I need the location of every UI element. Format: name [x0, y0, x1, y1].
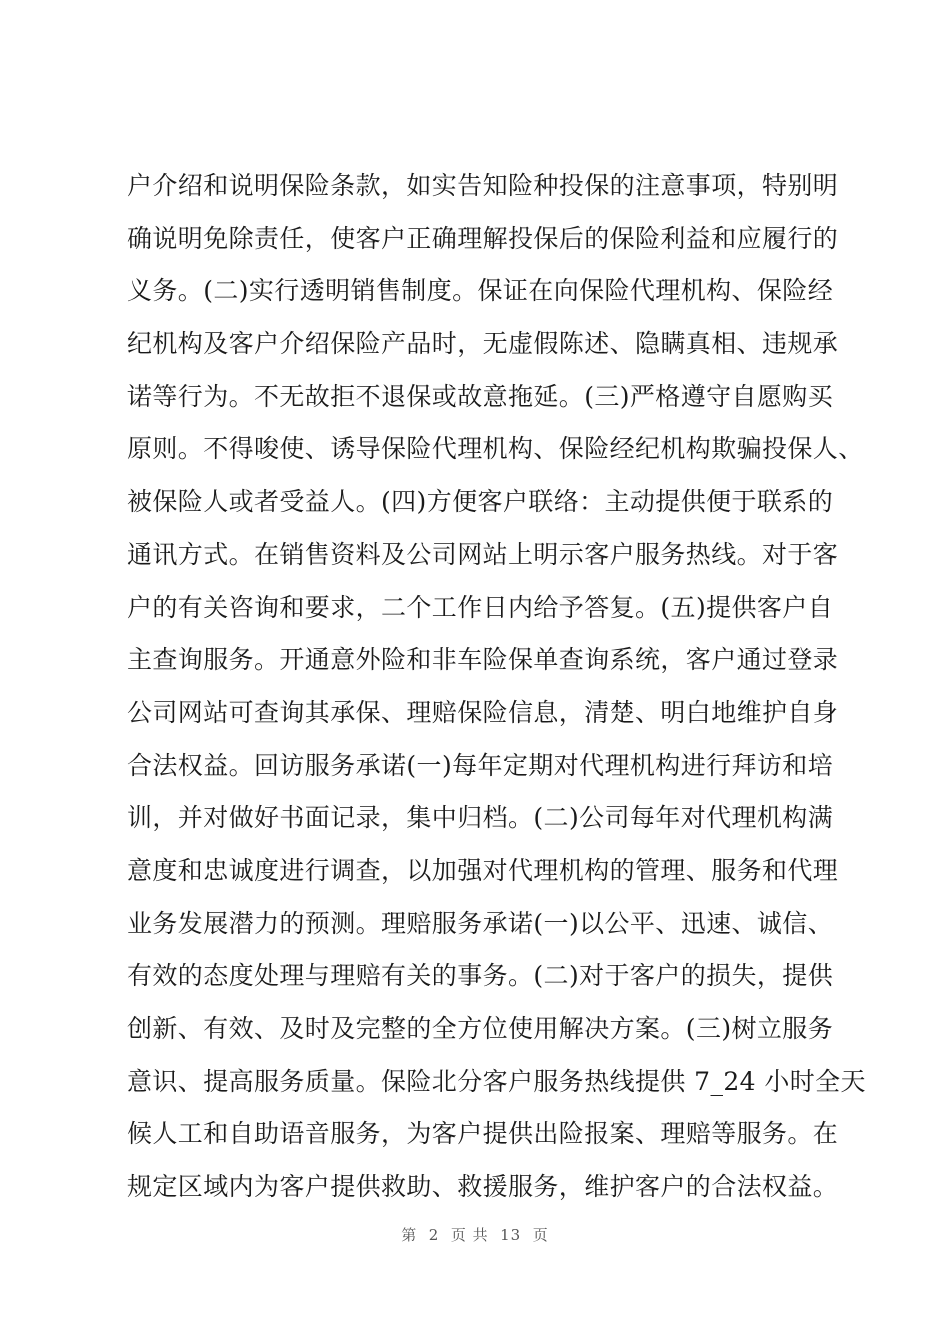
text-line: 意识、提高服务质量。保险北分客户服务热线提供 7_24 小时全天: [127, 1066, 866, 1096]
text-line: 训，并对做好书面记录，集中归档。(二)公司每年对代理机构满: [127, 803, 834, 833]
text-line: 业务发展潜力的预测。理赔服务承诺(一)以公平、迅速、诚信、: [127, 908, 834, 938]
text-line: 义务。(二)实行透明销售制度。保证在向保险代理机构、保险经: [127, 276, 834, 306]
text-line: 诺等行为。不无故拒不退保或故意拖延。(三)严格遵守自愿购买: [127, 381, 834, 411]
document-body: [127, 160, 866, 1214]
text-line: 规定区域内为客户提供救助、救援服务，维护客户的合法权益。: [127, 1172, 839, 1202]
text-line: 公司网站可查询其承保、理赔保险信息，清楚、明白地维护自身: [127, 697, 839, 727]
text-line: 户介绍和说明保险条款，如实告知险种投保的注意事项，特别明: [127, 171, 839, 200]
page-number-footer: 第 2 页 共 13 页: [401, 1226, 549, 1244]
text-line: 合法权益。回访服务承诺(一)每年定期对代理机构进行拜访和培: [127, 750, 834, 780]
text-line: 有效的态度处理与理赔有关的事务。(二)对于客户的损失，提供: [127, 961, 834, 991]
text-line: 主查询服务。开通意外险和非车险保单查询系统，客户通过登录: [127, 645, 839, 675]
text-line: 通讯方式。在销售资料及公司网站上明示客户服务热线。对于客: [127, 539, 839, 569]
text-line: 户的有关咨询和要求，二个工作日内给予答复。(五)提供客户自: [127, 592, 834, 622]
text-line: 意度和忠诚度进行调查，以加强对代理机构的管理、服务和代理: [127, 855, 839, 885]
text-line: 原则。不得唆使、诱导保险代理机构、保险经纪机构欺骗投保人、: [127, 434, 864, 464]
text-line: 创新、有效、及时及完整的全方位使用解决方案。(三)树立服务: [127, 1014, 834, 1043]
text-line: 被保险人或者受益人。(四)方便客户联络：主动提供便于联系的: [127, 487, 834, 517]
text-line: 确说明免除责任，使客户正确理解投保后的保险利益和应履行的: [127, 223, 839, 253]
text-line: 纪机构及客户介绍保险产品时，无虚假陈述、隐瞒真相、违规承: [127, 329, 839, 359]
text-line: 候人工和自助语音服务，为客户提供出险报案、理赔等服务。在: [127, 1119, 839, 1149]
